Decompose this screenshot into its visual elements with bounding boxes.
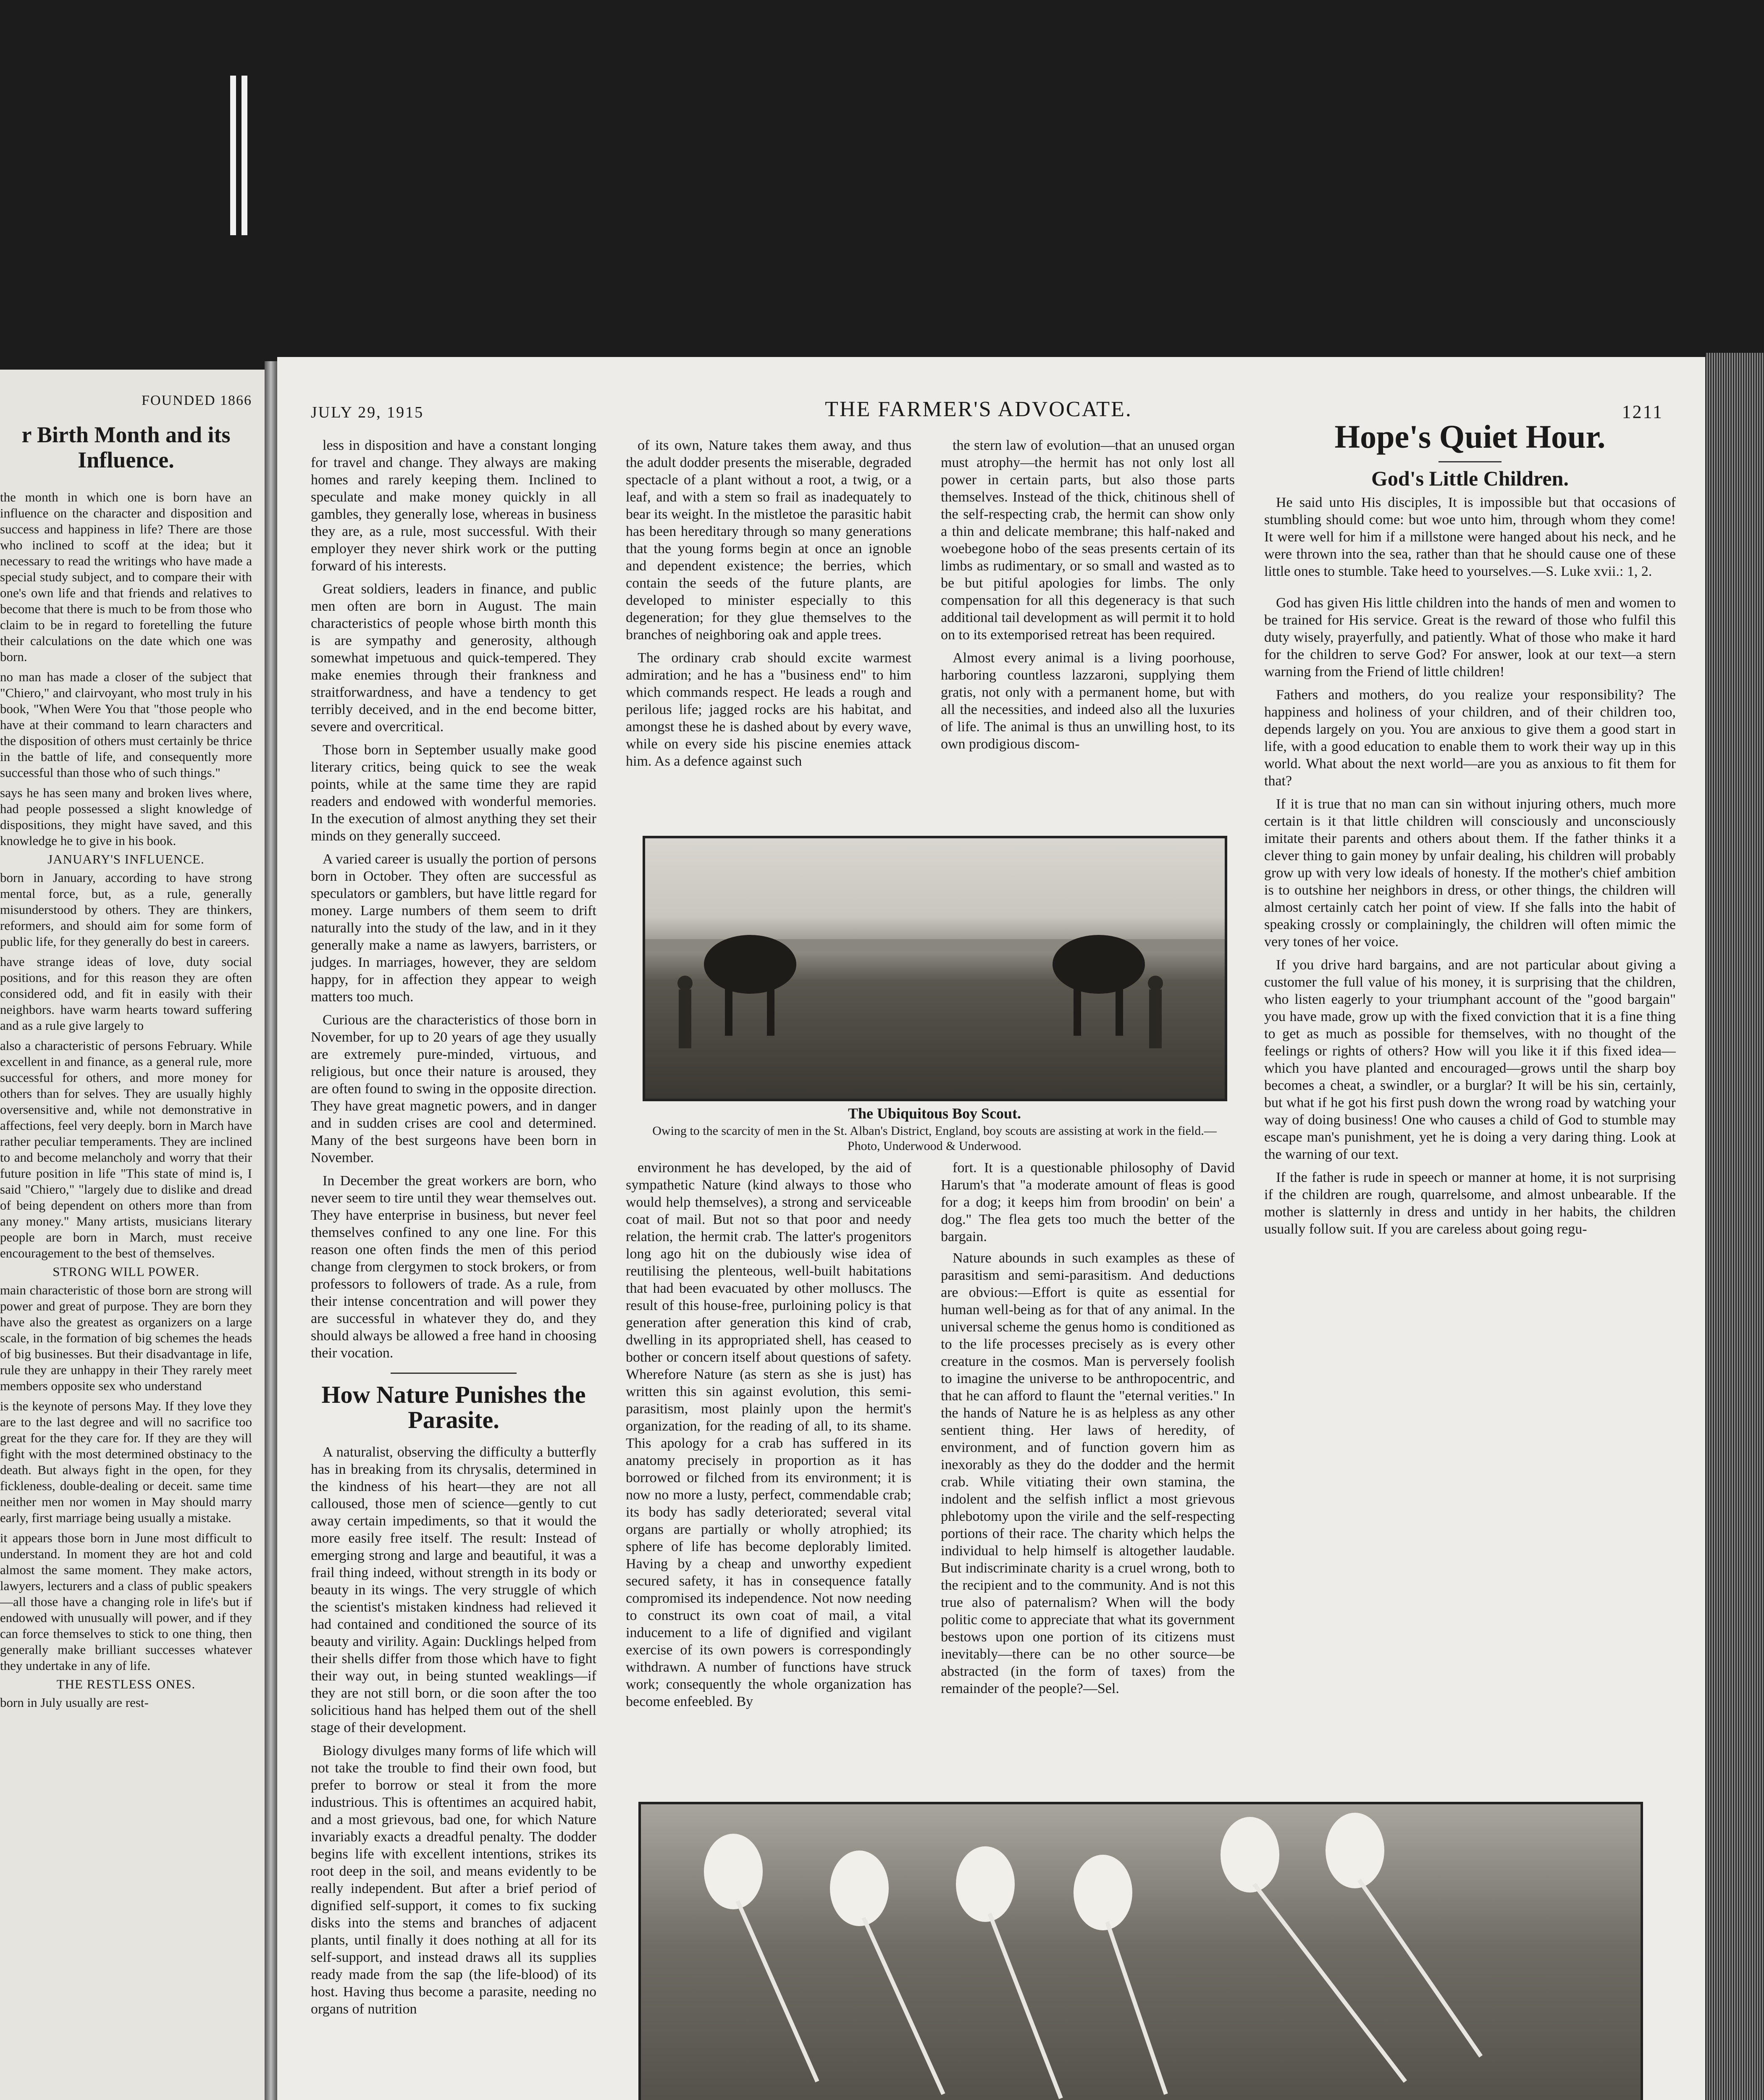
page-number: 1211 <box>1622 402 1663 422</box>
section-heading: JANUARY'S INFLUENCE. <box>47 852 205 866</box>
issue-date: JULY 29, 1915 <box>311 404 424 421</box>
paragraph: born in January, according to have strong mental force, but, as a rule, generally misunderstood by others. They are thinkers, reformers, and should aim for some form of public life, for they generally do best in careers. <box>0 870 252 949</box>
paragraph: Those born in September usually make good literary critics, being quick to see the weak points, while at the same time they are rapid readers and endowed with wonderful memories. In the execution of almost anything they set their minds on they generally succeed. <box>311 742 596 844</box>
horses-plough-illustration <box>645 838 1225 1099</box>
column-2-bottom <box>626 1159 911 1785</box>
divider <box>1438 461 1502 462</box>
paragraph: God has given His little children into the hands of men and women to be trained for His service. Great is the reward of those who fulfil this duty wisely, prayerfully, and patiently. What of those who make it hard for the children to serve God? For answer, look at our text—a stern warning from the Friend of little children! <box>1264 595 1676 680</box>
paragraph: A naturalist, observing the difficulty a butterfly has in breaking from its chrysalis, determined in the kindness of his heart—they are not all calloused, those men of science—gently to cut away certain impediments, so that it would the more easily free itself. The result: Instead of emerging strong and large and beautiful, it was a frail thing indeed, without strength in its body or beauty in its wings. The very struggle of which the scientist's mistaken kindness had relieved it had contained and conditioned the source of its beauty and virility. Again: Ducklings helped from their shells differ from those which have to fight their way out, in being stunted weaklings—if they are not still born, or die soon after the too solicitious hand has helped them out of the shell stage of their development. <box>311 1444 596 1735</box>
registration-mark <box>242 76 247 235</box>
page-edges <box>1705 353 1764 2100</box>
paragraph: Biology divulges many forms of life which will not take the trouble to find their own food, but prefer to borrow or steal it from the more industrious. This is oftentimes an acquired habit, and a most grievous, bad one, for which Nature invariably exacts a dreadful penalty. The dodder begins life with excellent intentions, strikes its root deep in the soil, and means evidently to be really independent. But after a brief period of dignified self-support, it comes to fix sucking disks into the stems and branches of adjacent plants, until finally it does nothing at all for its self-support, and instead draws all its supplies ready made from the sap (the life-blood) of its host. Having thus become a parasite, needing no organs of nutrition <box>311 1743 596 2017</box>
article-title: How Nature Punishes the Parasite. <box>321 1381 586 1433</box>
paragraph: of its own, Nature takes them away, and thus the adult dodder presents the miserable, degraded spectacle of a plant without a root, a twig, or a leaf, and with a stem so frail as inadequately to bear its weight. In the mistletoe the parasitic habit has been hereditary through so many generations that the young forms begin at once an ignoble and dependent existence; the berries, which contain the seeds of the future plants, are developed to minister especially to this degeneration; for they glue themselves to the branches of neighboring oak and apple trees. <box>626 438 911 643</box>
paragraph: If the father is rude in speech or manner at home, it is not surprising if the children are rough, quarrelsome, and almost unbearable. If the mother is slatternly in dress and untidy in her habits, the children usually follow suit. If you are careless about going regu- <box>1264 1170 1676 1237</box>
paragraph: no man has made a closer of the subject that "Chiero," and clairvoyant, who most truly in his book, "When Were You that "those people who have at their command to learn characters and the disposition of others must certainly be thrice in the battle of life, and consequently more successful than those who of such things." <box>0 669 252 780</box>
paragraph: the month in which one is born have an influence on the character and disposition and success and happiness in life? There are those who inclined to scoff at the idea; but it necessary to read the writings who have made a special study subject, and to compare their with one's own life and that friends and relatives to become that there is much to be from those who claim to be in regard to foretelling the future their calculations on the date which one was born. <box>0 490 252 664</box>
paragraph: the stern law of evolution—that an unused organ must atrophy—the hermit has not only lost all power in certain parts, but also those parts themselves. Instead of the thick, chitinous shell of the self-respecting crab, the hermit can show only a thin and delicate membrane; this half-naked and woebegone hobo of the seas presents certain of its limbs as rudimentary, or so small and wasted as to be but pitiful apologies for limbs. The only compensation for all this degeneracy is that such additional tail development as will permit it to hold on to its extemporised retreat has been required. <box>941 438 1235 643</box>
paragraph: In December the great workers are born, who never seem to tire until they wear themselves out. They have enterprise in business, but never feel themselves confined to any one line. For this reason one often finds the men of this period change from clergymen to stock brokers, or from professors to followers of trade. As a rule, from their intense concentration and will power they are successful in whatever they do, and they should always be allowed a free hand in choosing their vocation. <box>311 1173 596 1361</box>
paragraph: environment he has developed, by the aid of sympathetic Nature (kind always to those who would help themselves), a strong and serviceable coat of mail. But not so that poor and needy relation, the hermit crab. The latter's progenitors long ago hit on the dubiously wise idea of reutilising the plenteous, well-built habitations that had been evacuated by other molluscs. The result of this house-free, purloining policy is that generation after generation this kind of crab, dwelling in its appropriated shell, has ceased to bother or concern itself about questions of safety. Wherefore Nature (as stern as she is just) has written this sin against evolution, this semi-parasitism, most plainly upon the hermit's organization, for the reading of all, to its shame. This apology for a crab has suffered in its anatomy precisely in proportion as it has borrowed or filched from its environment; it is now no more a lusty, perfect, commendable crab; its body has sadly deteriorated; several vital organs are partially or wholly atrophied; its sphere of life has become deplorably limited. Having by a cheap and unworthy expedient secured safety, it has in consequence fatally compromised its independence. Not now needing to construct its own coat of mail, a vital inducement to a life of dignified and vigilant exercise of its own powers is correspondingly withdrawn. A number of functions have struck work; consequently the whole organization has become enfeebled. By <box>626 1160 911 1709</box>
paragraph: Great soldiers, leaders in finance, and public men often are born in August. The main characteristics of people whose birth month this is are sympathy and generosity, although somewhat impetuous and quick-tempered. They make enemies through their frankness and straitforwardness, and have a tendency to get terribly deceived, and in the end become bitter, severe and overcritical. <box>311 581 596 735</box>
book-binding <box>265 361 277 2100</box>
column-1 <box>311 437 596 2100</box>
paragraph: fort. It is a questionable philosophy of David Harum's that "a moderate amount of fleas is good for a dog; it keeps him from broodin' on bein' a dog." The flea gets too much the better of the bargain. <box>941 1160 1235 1244</box>
boys-hoeing-illustration <box>641 1804 1641 2100</box>
column-3-bottom <box>941 1159 1235 1785</box>
paragraph: have strange ideas of love, duty social positions, and for this reason they are often considered odd, and fit in easily with their neighbors. have warm hearts toward suffering and as a rule give largely to <box>0 954 252 1033</box>
section-heading: STRONG WILL POWER. <box>52 1264 200 1279</box>
paragraph: If it is true that no man can sin without injuring others, much more certain is it that little children will consciously and unconsciously imitate their parents and others about them. If the father thinks it a clever thing to gain money by unfair dealing, his children will probably grow up with very low ideals of honesty. If the mother's chief ambition is to outshine her neighbors in dress, or other things, the children will almost certainly catch her point of view. If she falls into the habit of speaking crossly or complainingly, the children will often mimic the very tones of her voice. <box>1264 796 1676 950</box>
masthead: THE FARMER'S ADVOCATE. <box>825 397 1132 421</box>
paragraph: A varied career is usually the portion of persons born in October. They often are successful as speculators or gamblers, but have little regard for money. Large numbers of them seem to drift naturally into the study of the law, and in it they generally make a name as lawyers, barristers, or judges. In marriages, however, they are seldom happy, for in affection they appear to weigh matters too much. <box>311 851 596 1005</box>
column-4 <box>1264 420 1676 1789</box>
paragraph: it appears those born in June most difficult to understand. In moment they are hot and cold almost the same moment. They make actors, lawyers, lecturers and a class of public speakers—all those have a changing role in life's but if endowed with unusually will power, and if they can force themselves to stick to one thing, then generally make brilliant successes whatever they undertake in any of life. <box>0 1530 252 1673</box>
left-page-title: r Birth Month and its Influence. <box>21 422 231 472</box>
registration-mark <box>230 76 236 235</box>
column-title: Hope's Quiet Hour. <box>1334 420 1606 455</box>
left-page-header: FOUNDED 1866 <box>142 393 252 408</box>
paragraph: main characteristic of those born are strong will power and great of purpose. They are born they have also the greatest as organizers on a large scale, in the formation of big schemes the heads of big businesses. But their disadvantage in life, rule they are unhappy in their They rarely meet members opposite sex who understand <box>0 1283 252 1393</box>
paragraph: less in disposition and have a constant longing for travel and change. They always are making homes and rarely keeping them. Inclined to speculate and make money quickly in all gambles, they generally lose, whereas in business they are, as a rule, most successful. With their employer they never shirk work or the putting forward of his interests. <box>311 438 596 574</box>
paragraph: Fathers and mothers, do you realize your responsibility? The happiness and holiness of your children, and of their children too, depends largely on you. You are anxious to give them a good start in life, with a good education to enable them to work their way up in this world. What about the next world—are you as anxious to fit them for that? <box>1264 687 1676 789</box>
paragraph: The ordinary crab should excite warmest admiration; and he has a "business end" to him which commands respect. He leads a rough and perilous life; jagged rocks are his habitat, and amongst these he is dashed about by every wave, while on every side his piscine enemies attack him. As a defence against such <box>626 650 911 769</box>
paragraph: If you drive hard bargains, and are not particular about giving a customer the full value of his money, it is surprising that the children, who listen eagerly to your triumphant account of the "good bargain" you have made, grow up with the fixed conviction that it is a fine thing to get as much as possible for themselves, with no thought of the feelings or rights of others? How will you like it if this fixed idea—which you have planted and encouraged—grows until the sharp boy becomes a cheat, a swindler, or a burglar? It will be his sin, certainly, but what if he got his first push down the wrong road by watching your way of doing business! One who causes a child of God to stumble may escape man's punishment, yet he is doing a very daring thing. Look at the warning of our text. <box>1264 957 1676 1162</box>
paragraph: Nature abounds in such examples as these of parasitism and semi-parasitism. And deductions are obvious:—Effort is quite as essential for human well-being as for that of any animal. In the universal scheme the genus homo is conditioned as to the life processes precisely as is every other creature in the cosmos. Man is perversely foolish to imagine the universe to be anthropocentric, and that he can afford to flaunt the "eternal verities." In the hands of Nature he is as helpless as any other sentient thing. Her laws of heredity, of environment, and of function govern him as inexorably as they do the dodder and the hermit crab. While vitiating their own stamina, the indolent and the selfish inflict a most grievous phlebotomy upon the virile and the self-respecting portions of their race. The charity which helps the individual to help himself is altogether laudable. But indiscriminate charity is a cruel wrong, both to the recipient and to the community. And is not this true also of paternalism? When will the body politic come to appreciate that what its government bestows upon one portion of its citizens must inevitably—there can be no other source—be abstracted (in the form of taxes) from the remainder of the people?—Sel. <box>941 1250 1235 1696</box>
previous-page <box>0 370 265 2100</box>
paragraph: born in July usually are rest- <box>0 1695 149 1710</box>
main-page <box>277 357 1705 2100</box>
section-heading: THE RESTLESS ONES. <box>56 1677 196 1691</box>
divider <box>391 1373 517 1374</box>
left-page-column <box>0 489 252 1711</box>
photo-1-title: The Ubiquitous Boy Scout. <box>848 1105 1021 1122</box>
paragraph: also a characteristic of persons February. While excellent in and finance, as a general rule, more successful for others, and more money for others than for selves. They are usually highly oversensitive and, while not demonstrative in affections, feel very deeply. born in March have rather peculiar temperaments. They are inclined to and become melancholy and worry that their future position in life "This state of mind is, I said "Chiero," "largely due to dislike and dread of being dependent on others more than from any money." Many artists, musicians literary people are born in March, must receive encouragement to the best of themselves. <box>0 1038 252 1260</box>
column-subtitle: God's Little Children. <box>1371 467 1569 490</box>
scripture-verse: He said unto His disciples, It is impossible but that occasions of stumbling should come: but woe unto him, through whom they come! It were well for him if a millstone were hanged about his neck, and he were thrown into the sea, rather than that he should cause one of these little ones to stumble. Take heed to yourselves.—S. Luke xvii.: 1, 2. <box>1264 495 1676 579</box>
paragraph: says he has seen many and broken lives where, had people possessed a slight knowledge of dispositions, they might have saved, and this knowledge he to give in his book. <box>0 785 252 848</box>
paragraph: is the keynote of persons May. If they love they are to the last degree and will no sacrifice too great for the they care for. If they are they will fight with the most determined obstinacy to the death. But always fight in the open, for they fickleness, double-dealing or deceit. same time neither men nor women in May should marry early, first marriage being usually a mistake. <box>0 1399 252 1525</box>
paragraph: Almost every animal is a living poorhouse, harboring countless lazzaroni, supplying them gratis, not only with a permanent home, but with all the necessities, and indeed also all the luxuries of life. The animal is thus an unwilling host, to its own prodigious discom- <box>941 650 1235 752</box>
rugby-boys-photo <box>638 1802 1643 2100</box>
paragraph: Curious are the characteristics of those born in November, for up to 20 years of age they usually are extremely pure-minded, virtuous, and religious, but once their nature is aroused, they are often found to swing in the opposite direction. They have great magnetic powers, and in danger and in sudden crises are cool and determined. Many of the best surgeons have been born in November. <box>311 1012 596 1166</box>
boy-scout-photo <box>643 836 1227 1101</box>
photo-1-caption: Owing to the scarcity of men in the St. Alban's District, England, boy scouts are assisting at work in the field.—Photo, Underwood & Underwood. <box>652 1124 1217 1153</box>
